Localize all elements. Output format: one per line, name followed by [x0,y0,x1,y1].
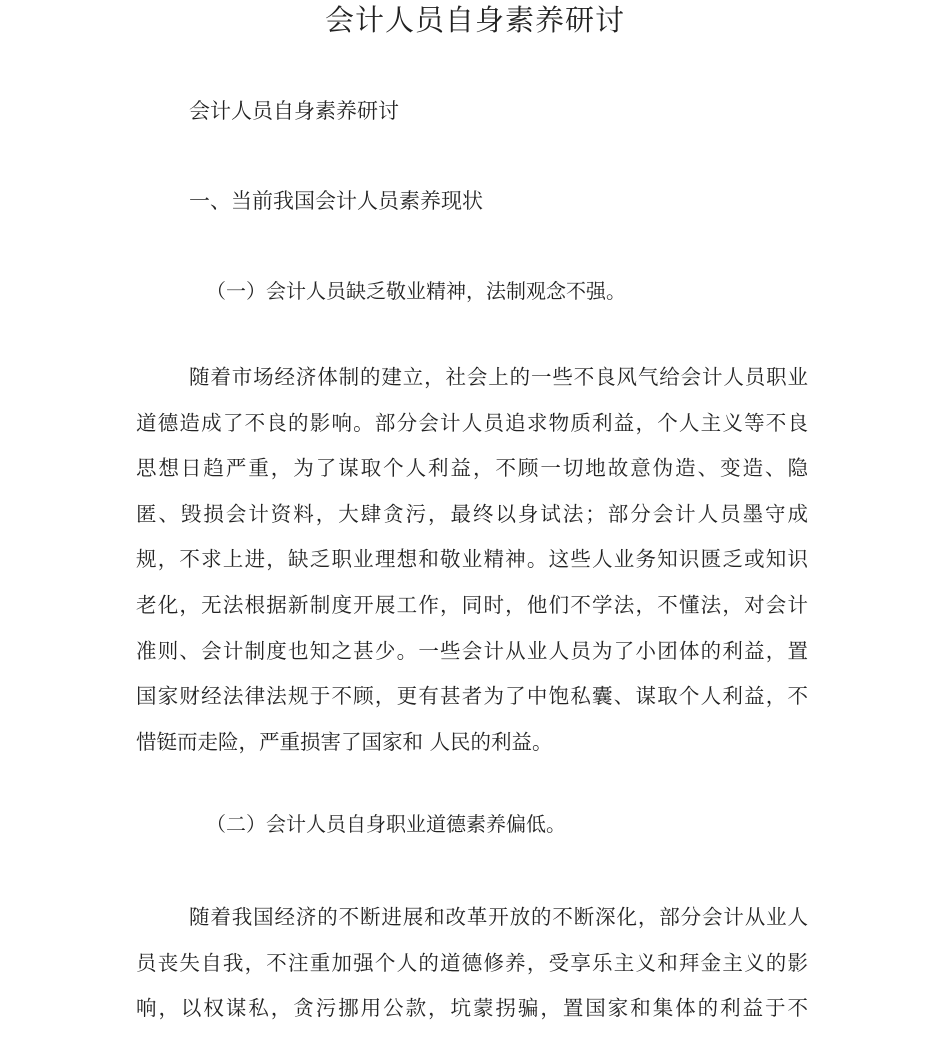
paragraph-line: 思想日趋严重，为了谋取个人利益，不顾一切地故意伪造、变造、隐 [136,456,808,481]
paragraph-2 [136,902,808,1039]
section-heading: 一、当前我国会计人员素养现状 [189,189,483,213]
paragraph-line: 匿、毁损会计资料，大肆贪污，最终以身试法；部分会计人员墨守成 [136,501,808,526]
document-title: 会计人员自身素养研讨 [324,3,625,37]
paragraph-line: 随着市场经济体制的建立，社会上的一些不良风气给会计人员职业 [189,365,808,389]
paragraph-line: 惜铤而走险，严重损害了国家和 人民的利益。 [136,729,553,754]
subsection-heading-2: （二）会计人员自身职业道德素养偏低。 [206,812,566,836]
paragraph-line: 响，以权谋私，贪污挪用公款，坑蒙拐骗，置国家和集体的利益于不 [136,996,808,1021]
paragraph-line: 准则、会计制度也知之甚少。一些会计从业人员为了小团体的利益，置 [136,638,808,663]
paragraph-line: 老化，无法根据新制度开展工作，同时，他们不学法，不懂法，对会计 [136,592,808,617]
paragraph-line: 规，不求上进，缺乏职业理想和敬业精神。这些人业务知识匮乏或知识 [136,547,808,572]
paragraph-line: 道德造成了不良的影响。部分会计人员追求物质利益，个人主义等不良 [136,410,808,435]
document-subtitle: 会计人员自身素养研讨 [189,99,399,123]
paragraph-1 [136,362,808,772]
paragraph-line: 随着我国经济的不断进展和改革开放的不断深化，部分会计从业人 [189,905,808,929]
paragraph-line: 国家财经法律法规于不顾，更有甚者为了中饱私囊、谋取个人利益，不 [136,684,808,709]
subsection-heading-1: （一）会计人员缺乏敬业精神，法制观念不强。 [206,279,626,303]
paragraph-line: 员丧失自我，不注重加强个人的道德修养，受享乐主义和拜金主义的影 [136,950,808,975]
